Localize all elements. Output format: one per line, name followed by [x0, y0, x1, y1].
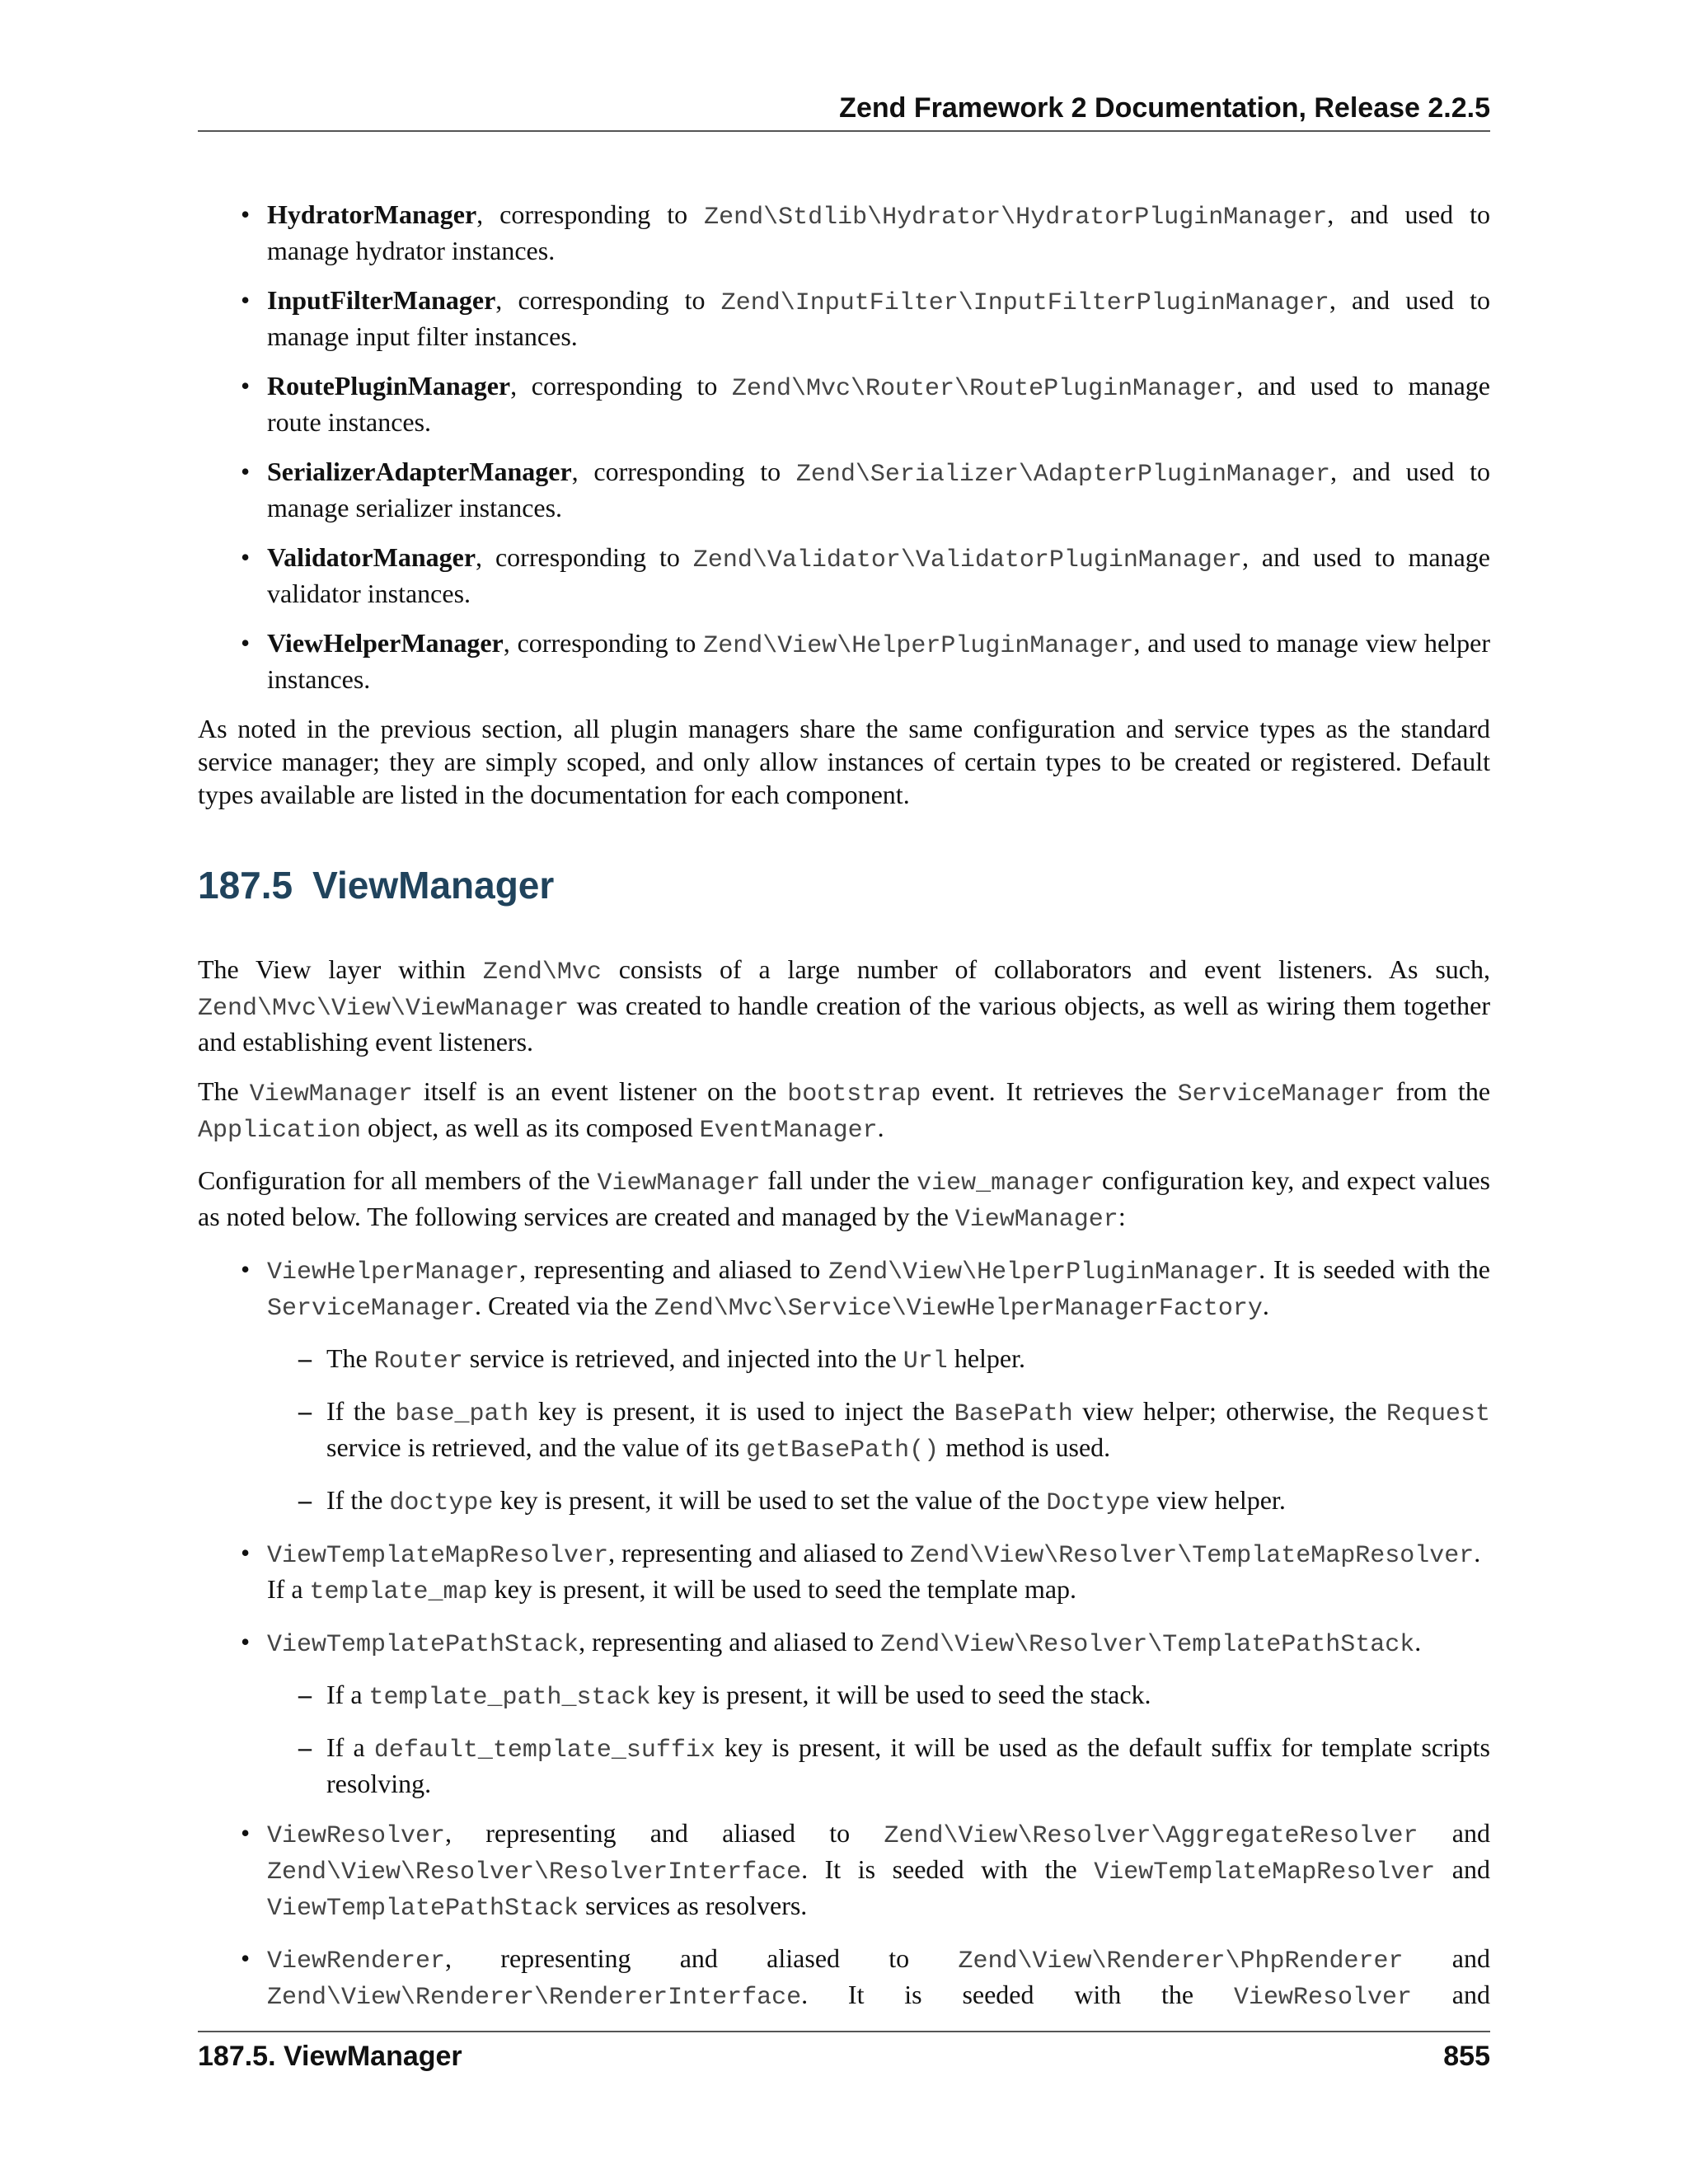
- sub-list-item: [267, 1678, 1490, 1714]
- list-item: [198, 1253, 1490, 1520]
- code-ref: ViewManager: [597, 1169, 761, 1197]
- text-run: method is used.: [939, 1432, 1111, 1462]
- text-run: . It is seeded with the: [801, 1854, 1095, 1884]
- list-item: [198, 455, 1490, 524]
- paragraph: [198, 1164, 1490, 1236]
- list-item: [198, 1816, 1490, 1925]
- running-footer: [198, 2041, 1490, 2073]
- code-ref: doctype: [389, 1489, 494, 1517]
- section-number: 187.5: [198, 864, 293, 907]
- text-run: , corresponding to: [510, 371, 733, 401]
- text-run: If a: [267, 1574, 310, 1604]
- text-run: service is retrieved, and the value of its: [326, 1432, 747, 1462]
- code-ref: Zend\Mvc\Router\RoutePluginManager: [732, 375, 1237, 403]
- text-run: . It is seeded with the: [801, 1980, 1234, 2009]
- text-run: If a: [326, 1680, 369, 1709]
- list-item: [198, 626, 1490, 696]
- text-run: .: [1474, 1538, 1481, 1568]
- text-run: service is retrieved, and injected into the: [462, 1343, 903, 1373]
- sub-list-item: [267, 1483, 1490, 1520]
- code-ref: ServiceManager: [267, 1295, 476, 1323]
- page-number: 855: [1443, 2041, 1490, 2072]
- text-run: object, as well as its composed: [361, 1113, 700, 1142]
- text-run: The View layer within: [198, 954, 483, 984]
- code-ref: Zend\View\Renderer\PhpRenderer: [958, 1947, 1404, 1975]
- text-run: and: [1403, 1943, 1491, 1973]
- plugin-manager-list: [198, 198, 1490, 696]
- text-run: , corresponding to: [503, 628, 704, 658]
- text-run: was created to handle creation of the various objects, as well as wiring them together and establishing event listeners.: [198, 991, 1490, 1057]
- text-run: itself is an event listener on the: [412, 1076, 788, 1106]
- text-run: view helper.: [1150, 1485, 1286, 1515]
- text-run: , and used to manage route instances.: [267, 371, 1490, 437]
- code-ref: Zend\View\Resolver\TemplateMapResolver: [910, 1542, 1475, 1570]
- text-run: fall under the: [760, 1165, 917, 1195]
- code-ref: template_path_stack: [368, 1684, 651, 1712]
- text-run: , representing and aliased to: [519, 1254, 829, 1284]
- text-run: , and used to manage hydrator instances.: [267, 199, 1491, 265]
- text-run: , corresponding to: [476, 542, 693, 572]
- paragraph: [198, 1075, 1490, 1147]
- text-run: , corresponding to: [495, 285, 721, 315]
- code-ref: Zend\View\Resolver\TemplatePathStack: [880, 1631, 1415, 1659]
- text-run: configuration key, and expect values as noted below. The following services are created and managed by the: [198, 1165, 1491, 1231]
- text-run: If the: [326, 1485, 390, 1515]
- code-ref: default_template_suffix: [373, 1736, 715, 1765]
- code-ref: getBasePath(): [746, 1436, 940, 1465]
- text-run: key is present, it is used to inject the: [528, 1396, 954, 1426]
- list-item: [198, 369, 1490, 438]
- paragraph: [198, 953, 1490, 1058]
- code-ref: Zend\Mvc\Service\ViewHelperManagerFactory: [654, 1295, 1263, 1323]
- text-run: , corresponding to: [571, 457, 796, 486]
- text-run: , and used to manage validator instances.: [267, 542, 1490, 608]
- section-heading: [198, 862, 1490, 908]
- text-run: Configuration for all members of the: [198, 1165, 598, 1195]
- footer-rule: [198, 2031, 1490, 2032]
- code-ref: ViewTemplateMapResolver: [267, 1542, 609, 1570]
- text-run: event. It retrieves the: [921, 1076, 1178, 1106]
- sub-list-item: [267, 1731, 1490, 1800]
- text-run: . Created via the: [475, 1291, 654, 1320]
- list-item: [198, 1942, 1490, 2014]
- services-list: [198, 1253, 1490, 2014]
- text-run: key is present, it will be used to set the value of the: [493, 1485, 1047, 1515]
- code-ref: ServiceManager: [1177, 1080, 1386, 1108]
- code-ref: Zend\Mvc: [482, 958, 602, 987]
- term: RoutePluginManager: [267, 371, 511, 401]
- text-run: consists of a large number of collaborators and event listeners. As such,: [601, 954, 1491, 984]
- text-run: from the: [1385, 1076, 1491, 1106]
- text-run: key is present, it will be used as the default suffix for template scripts resolving.: [326, 1732, 1491, 1798]
- text-run: The: [326, 1343, 374, 1373]
- code-ref: ViewRenderer: [267, 1947, 446, 1975]
- term: HydratorManager: [267, 199, 477, 229]
- footer-section: 187.5. ViewManager: [198, 2041, 462, 2072]
- code-ref: ViewManager: [249, 1080, 413, 1108]
- text-run: key is present, it will be used to seed the stack.: [650, 1680, 1151, 1709]
- text-run: and: [1411, 1980, 1491, 2009]
- term: ViewHelperManager: [267, 628, 504, 658]
- page-content: [198, 198, 1490, 2031]
- code-ref: Zend\View\HelperPluginManager: [828, 1258, 1259, 1286]
- text-run: If a: [326, 1732, 374, 1762]
- text-run: helper.: [947, 1343, 1025, 1373]
- text-run: , and used to manage serializer instances.: [267, 457, 1491, 523]
- code-ref: Zend\View\HelperPluginManager: [703, 632, 1134, 660]
- text-run: If the: [326, 1396, 396, 1426]
- code-ref: view_manager: [917, 1169, 1095, 1197]
- text-run: , representing and aliased to: [608, 1538, 911, 1568]
- code-ref: ViewHelperManager: [267, 1258, 520, 1286]
- code-ref: Request: [1386, 1400, 1491, 1428]
- code-ref: Url: [903, 1347, 948, 1376]
- header-rule: [198, 130, 1490, 132]
- code-ref: Zend\Serializer\AdapterPluginManager: [795, 461, 1330, 489]
- term: ValidatorManager: [267, 542, 476, 572]
- text-run: , and used to manage view helper instances.: [267, 628, 1491, 694]
- term: InputFilterManager: [267, 285, 496, 315]
- text-run: and: [1435, 1854, 1491, 1884]
- term: SerializerAdapterManager: [267, 457, 572, 486]
- intro-paragraph: As noted in the previous section, all plugin managers share the same configuration and service types as the standard service manager; they are simply scoped, and only allow instances of certain types to be created or registered. Default types available are listed in the documentation for each component.: [198, 714, 1490, 809]
- code-ref: EventManager: [699, 1117, 878, 1145]
- text-run: , representing and aliased to: [445, 1818, 884, 1848]
- code-ref: Zend\Stdlib\Hydrator\HydratorPluginManager: [704, 204, 1328, 232]
- text-run: The: [198, 1076, 250, 1106]
- text-run: , representing and aliased to: [579, 1627, 881, 1657]
- text-run: services as resolvers.: [579, 1891, 808, 1920]
- list-item: [198, 284, 1490, 353]
- section-title: ViewManager: [312, 864, 555, 907]
- list-item: [198, 541, 1490, 610]
- code-ref: Router: [373, 1347, 463, 1376]
- code-ref: ViewManager: [954, 1206, 1118, 1234]
- sub-list: [267, 1342, 1490, 1520]
- code-ref: Zend\View\Renderer\RendererInterface: [267, 1984, 802, 2012]
- code-ref: ViewResolver: [267, 1822, 446, 1850]
- text-run: and: [1418, 1818, 1491, 1848]
- code-ref: base_path: [395, 1400, 529, 1428]
- text-run: .: [1414, 1627, 1422, 1657]
- code-ref: BasePath: [954, 1400, 1073, 1428]
- text-run: view helper; otherwise, the: [1072, 1396, 1386, 1426]
- sub-list-item: [267, 1394, 1490, 1467]
- code-ref: Zend\InputFilter\InputFilterPluginManager: [720, 289, 1329, 317]
- code-ref: Zend\Validator\ValidatorPluginManager: [692, 546, 1242, 574]
- text-run: .: [1262, 1291, 1269, 1320]
- text-run: key is present, it will be used to seed the template map.: [487, 1574, 1077, 1604]
- text-run: :: [1118, 1202, 1126, 1231]
- code-ref: Application: [198, 1117, 362, 1145]
- running-header: Zend Framework 2 Documentation, Release 2.2.5: [839, 92, 1490, 124]
- text-run: , representing and aliased to: [445, 1943, 959, 1973]
- sub-list: [267, 1678, 1490, 1800]
- code-ref: ViewTemplatePathStack: [267, 1895, 579, 1923]
- code-ref: Doctype: [1046, 1489, 1151, 1517]
- code-ref: bootstrap: [787, 1080, 921, 1108]
- text-run: , corresponding to: [476, 199, 705, 229]
- list-item: [198, 1625, 1490, 1800]
- text-run: .: [877, 1113, 884, 1142]
- code-ref: Zend\View\Resolver\AggregateResolver: [884, 1822, 1418, 1850]
- code-ref: ViewResolver: [1233, 1984, 1412, 2012]
- sub-list-item: [267, 1342, 1490, 1378]
- code-ref: ViewTemplatePathStack: [267, 1631, 579, 1659]
- code-ref: ViewTemplateMapResolver: [1094, 1858, 1436, 1886]
- code-ref: template_map: [309, 1578, 488, 1606]
- list-item: [198, 1536, 1490, 1609]
- text-run: . It is seeded with the: [1259, 1254, 1490, 1284]
- code-ref: Zend\Mvc\View\ViewManager: [198, 995, 570, 1023]
- code-ref: Zend\View\Resolver\ResolverInterface: [267, 1858, 802, 1886]
- list-item: [198, 198, 1490, 267]
- text-run: , and used to manage input filter instances.: [267, 285, 1491, 351]
